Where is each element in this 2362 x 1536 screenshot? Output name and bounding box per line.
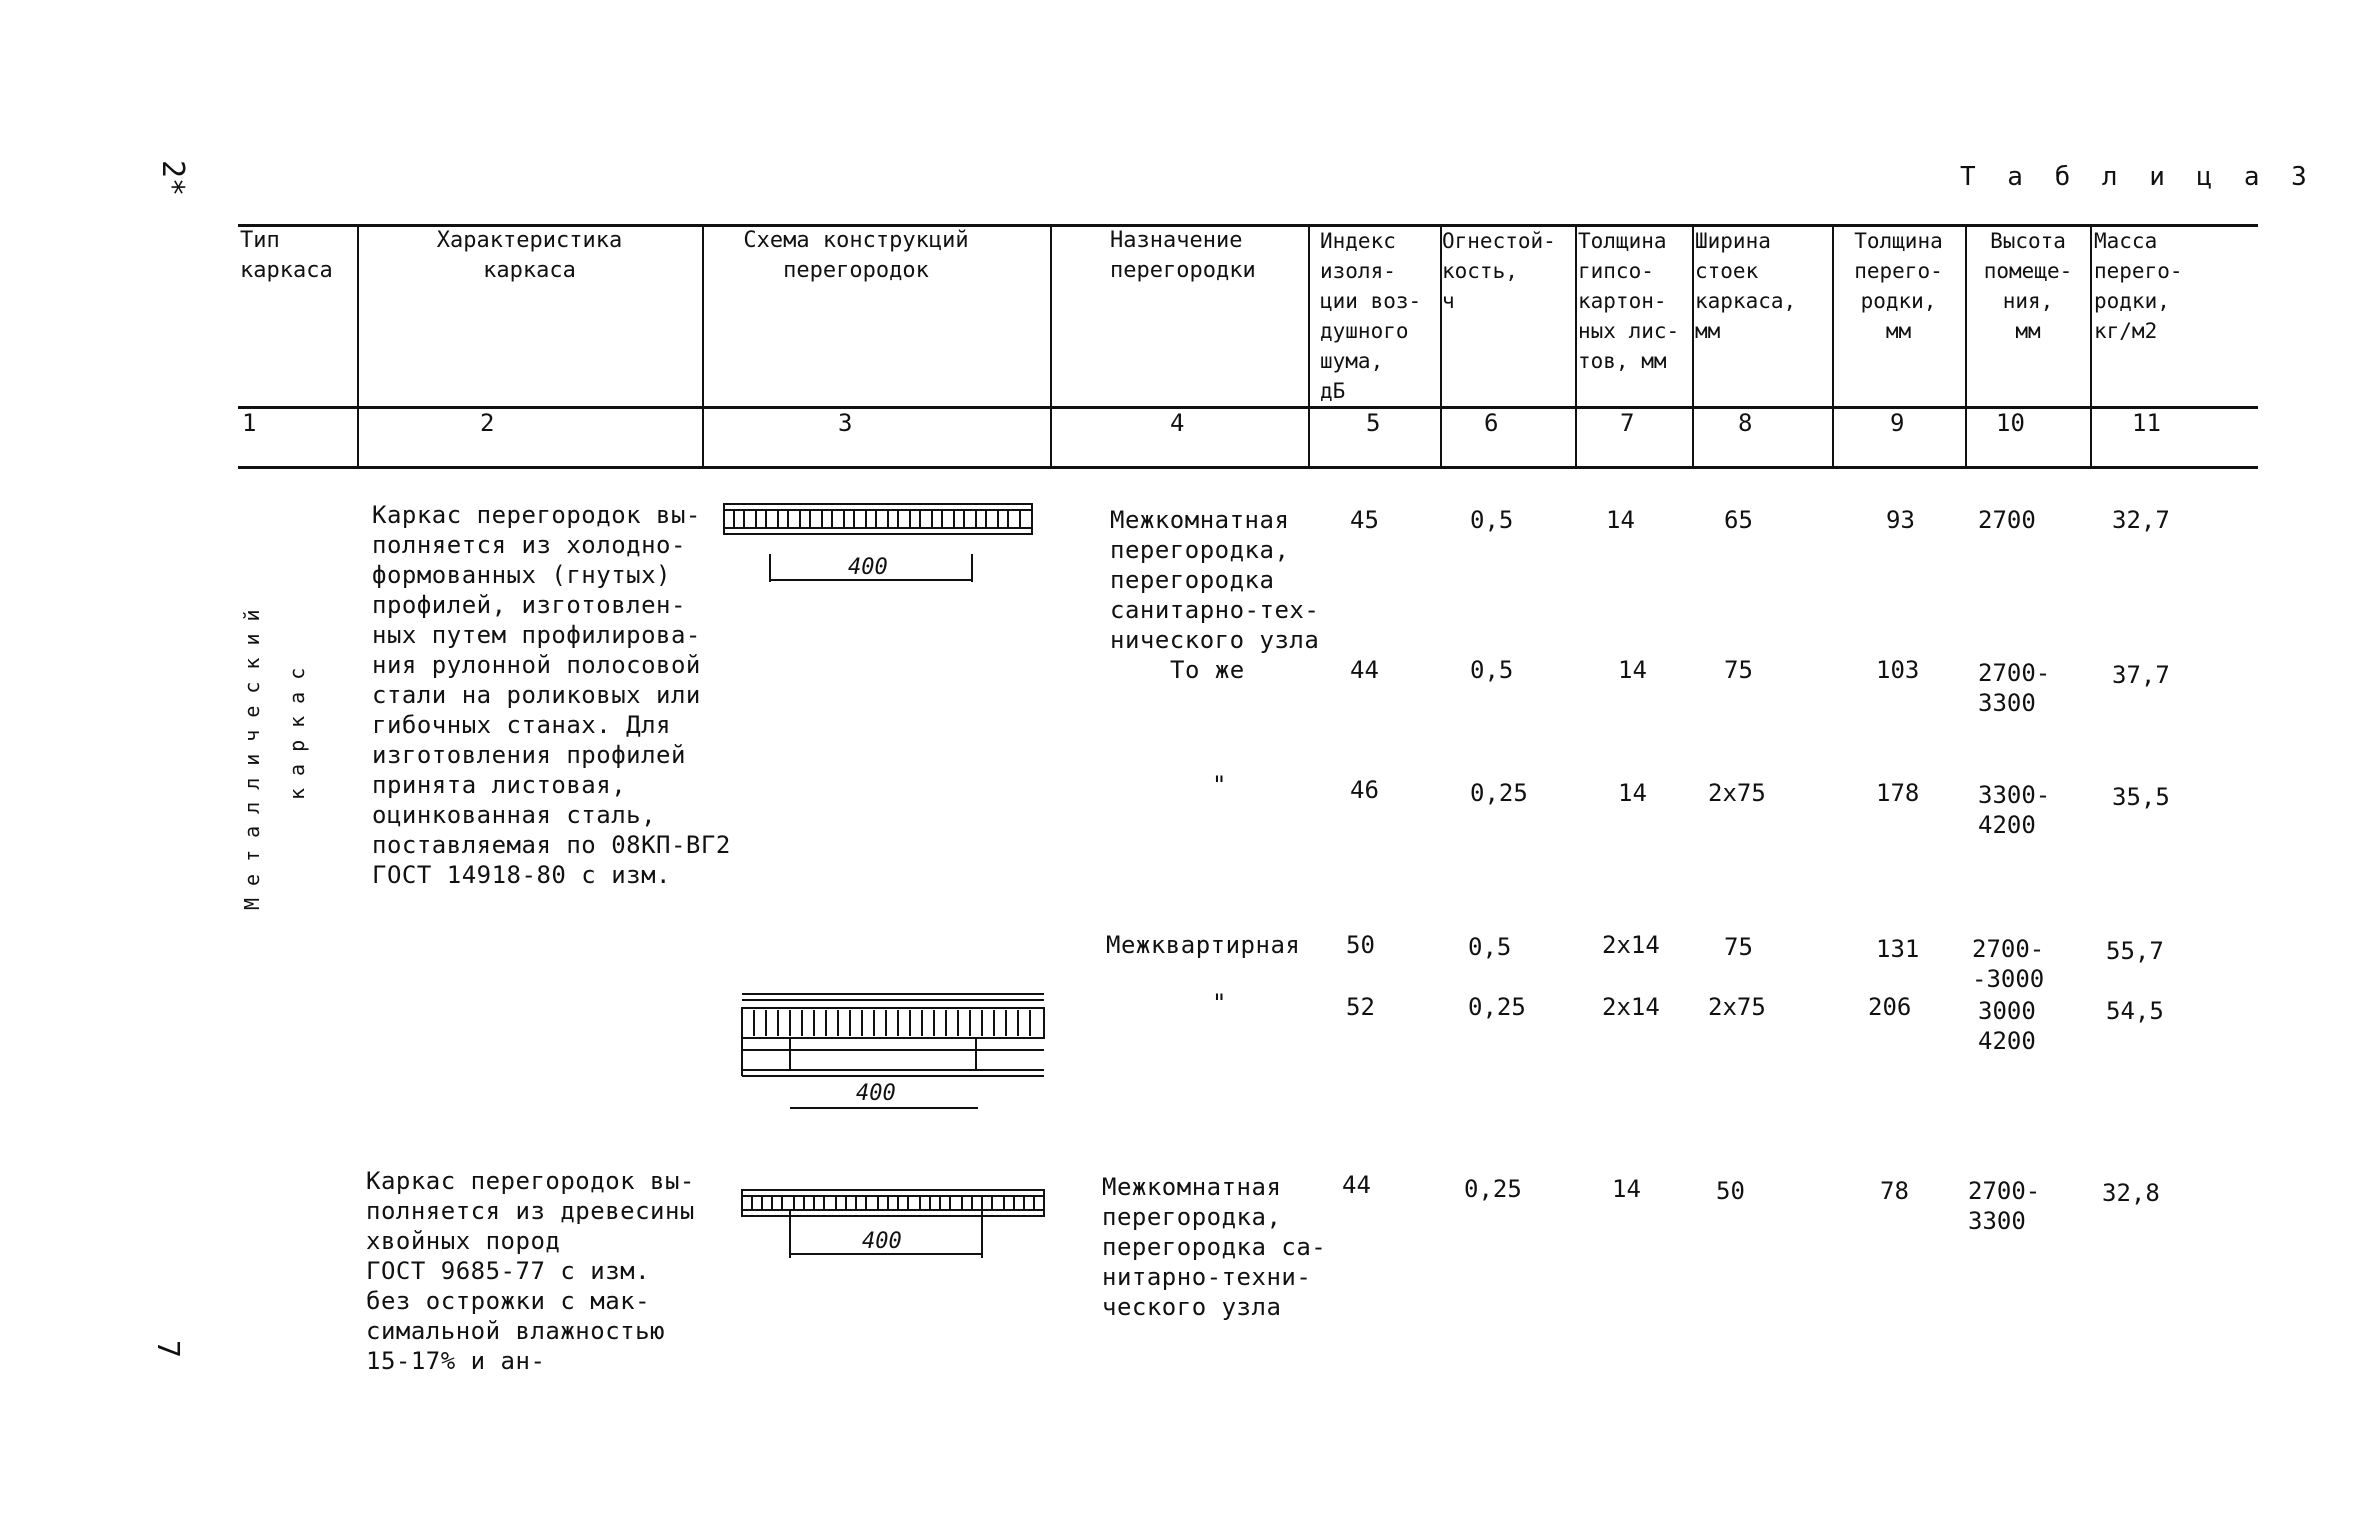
row-height: 3000 4200	[1978, 997, 2036, 1055]
row-gypsum: 2x14	[1602, 993, 1660, 1021]
column-number: 6	[1484, 409, 1499, 437]
column-number: 1	[242, 409, 257, 437]
row-fire: 0,25	[1470, 779, 1528, 807]
row-width: 65	[1724, 506, 1753, 534]
column-number: 2	[480, 409, 495, 437]
row-thickness: 93	[1886, 506, 1915, 534]
scheme-dimension: 400	[862, 1229, 902, 1254]
row-mass: 32,7	[2112, 506, 2170, 534]
row-purpose: Межквартирная	[1106, 931, 1301, 959]
header-mass: Масса перего- родки, кг/м2	[2094, 229, 2183, 343]
margin-mark-top: 2*	[155, 160, 190, 197]
column-number: 11	[2132, 409, 2161, 437]
scheme-double-partition	[738, 990, 1058, 1120]
scheme-single-partition	[720, 498, 1040, 592]
row-gypsum: 14	[1618, 779, 1647, 807]
row-width: 75	[1724, 656, 1753, 684]
row-thickness: 178	[1876, 779, 1920, 807]
row-mass: 37,7	[2112, 661, 2170, 689]
row-fire: 0,25	[1468, 993, 1526, 1021]
row-index: 52	[1346, 993, 1375, 1021]
header-stud-width: Ширина стоек каркаса, мм	[1695, 229, 1797, 343]
row-gypsum: 14	[1618, 656, 1647, 684]
scheme-dimension: 400	[856, 1081, 896, 1106]
header-purpose: Назначение перегородки	[1110, 228, 1256, 283]
row-purpose: То же	[1170, 656, 1245, 684]
column-number: 4	[1170, 409, 1185, 437]
table-caption: Т а б л и ц а 3	[1960, 162, 2315, 192]
row-fire: 0,5	[1468, 933, 1512, 961]
row-width: 50	[1716, 1177, 1745, 1205]
row-width: 75	[1724, 933, 1753, 961]
col-divider	[1575, 224, 1577, 468]
row-mass: 54,5	[2106, 997, 2164, 1025]
row-height: 2700	[1978, 506, 2036, 534]
row-thickness: 103	[1876, 656, 1920, 684]
column-number: 8	[1738, 409, 1753, 437]
row-height: 2700- -3000	[1972, 935, 2045, 993]
header-frame-type: Тип каркаса	[240, 228, 333, 283]
numbers-bottom-rule	[238, 466, 2258, 469]
row-purpose: "	[1212, 771, 1227, 799]
col-divider	[1308, 224, 1310, 468]
row-gypsum: 14	[1612, 1175, 1641, 1203]
col-divider	[2090, 224, 2092, 468]
header-room-height: Высота помеще- ния, мм	[1983, 229, 2073, 343]
row-purpose: Межкомнатная перегородка, перегородка санитарно-тех- нического узла	[1110, 506, 1320, 654]
col-divider	[1832, 224, 1834, 468]
margin-mark-bottom: 7	[150, 1340, 185, 1359]
row-height: 2700- 3300	[1978, 659, 2051, 717]
frame-type-label: Металлический	[240, 597, 264, 910]
row-mass: 35,5	[2112, 783, 2170, 811]
row-mass: 55,7	[2106, 937, 2164, 965]
row-fire: 0,5	[1470, 656, 1514, 684]
column-number: 7	[1620, 409, 1635, 437]
header-fire-resistance: Огнестой- кость, ч	[1442, 229, 1556, 313]
col-divider	[357, 224, 359, 468]
row-gypsum: 2x14	[1602, 931, 1660, 959]
column-number: 9	[1890, 409, 1905, 437]
row-mass: 32,8	[2102, 1179, 2160, 1207]
scheme-dimension: 400	[848, 555, 888, 580]
column-number: 10	[1996, 409, 2025, 437]
row-height: 2700- 3300	[1968, 1177, 2041, 1235]
header-bottom-rule	[238, 406, 2258, 409]
row-index: 50	[1346, 931, 1375, 959]
col-divider	[702, 224, 704, 468]
frame-type-label: каркас	[285, 655, 309, 800]
row-index: 45	[1350, 506, 1379, 534]
column-number: 3	[838, 409, 853, 437]
metal-frame-description: Каркас перегородок вы- полняется из холодно- формованных (гнутых) профилей, изготовлен- ных путем профилирова- ния рулонной полосовой стали на роликовых или гибочных станах. Для изготовления профилей принята листовая, оцинкованная сталь, поставляемая по 08КП-ВГ2 ГОСТ 14918-80 с изм.	[372, 501, 731, 889]
row-index: 46	[1350, 776, 1379, 804]
header-sound-index: Индекс изоля- ции воз- душного шума, дБ	[1320, 229, 1422, 403]
header-characteristic: Характеристика каркаса	[436, 228, 623, 283]
row-width: 2x75	[1708, 993, 1766, 1021]
row-width: 2x75	[1708, 779, 1766, 807]
row-index: 44	[1350, 656, 1379, 684]
row-fire: 0,5	[1470, 506, 1514, 534]
row-purpose: "	[1212, 989, 1227, 1017]
row-fire: 0,25	[1464, 1175, 1522, 1203]
row-gypsum: 14	[1606, 506, 1635, 534]
row-thickness: 206	[1868, 993, 1912, 1021]
header-partition-thickness: Толщина перего- родки, мм	[1854, 229, 1943, 343]
header-gypsum-thickness: Толщина гипсо- картон- ных лис- тов, мм	[1578, 229, 1680, 373]
row-thickness: 78	[1880, 1177, 1909, 1205]
row-purpose: Межкомнатная перегородка, перегородка са- нитарно-техни- ческого узла	[1102, 1173, 1327, 1321]
col-divider	[1965, 224, 1967, 468]
row-height: 3300- 4200	[1978, 781, 2051, 839]
scheme-wood-partition	[738, 1184, 1058, 1266]
row-thickness: 131	[1876, 935, 1920, 963]
row-index: 44	[1342, 1171, 1371, 1199]
header-scheme: Схема конструкций перегородок	[743, 228, 969, 283]
col-divider	[1050, 224, 1052, 468]
column-number: 5	[1366, 409, 1381, 437]
col-divider	[1692, 224, 1694, 468]
wood-frame-description: Каркас перегородок вы- полняется из древесины хвойных пород ГОСТ 9685-77 с изм. без острожки с мак- симальной влажностью 15-17% и ан-	[366, 1167, 695, 1375]
